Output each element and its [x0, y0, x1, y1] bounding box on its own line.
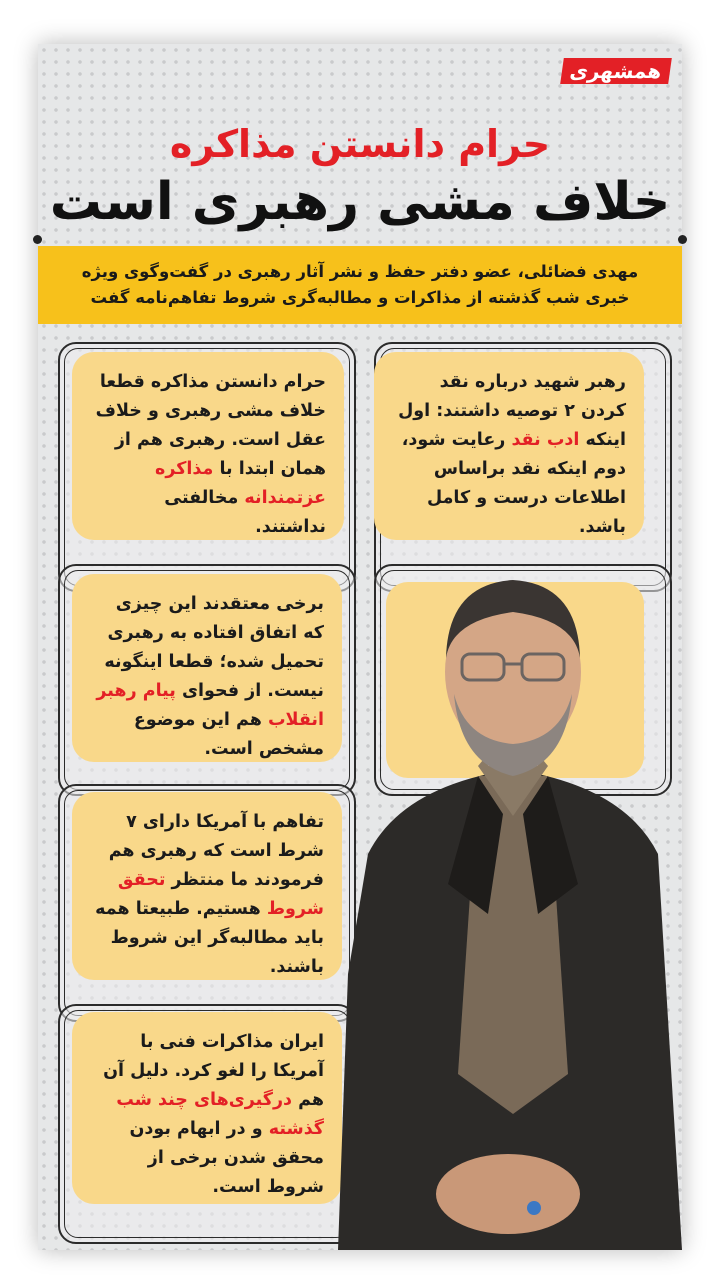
quote-card-criticism [374, 352, 644, 540]
quote-card-talks-cancelled [72, 1012, 342, 1204]
band-dot-right [678, 235, 687, 244]
infographic-page [38, 44, 682, 1250]
lead-line-1: مهدی فضائلی، عضو دفتر حفظ و نشر آثار رهبری در گفت‌وگوی ویژه [81, 262, 639, 281]
quote-text: رهبر شهید درباره نقد کردن ۲ توصیه داشتند: اول اینکه [398, 372, 626, 450]
quote-highlight: تحقق شروط [117, 870, 324, 919]
quote-card-negotiation [72, 352, 344, 540]
lead-line-2: خبری شب گذشته از مذاکرات و مطالبه‌گری شروط تفاهم‌نامه گفت [90, 288, 630, 307]
quote-text: برخی معتقدند این چیزی که اتفاق افتاده به رهبری تحمیل شده؛ قطعا اینگونه نیست. از فحوای [104, 594, 324, 701]
quote-card-conditions [72, 792, 342, 980]
quote-highlight: درگیری‌های چند شب گذشته [116, 1090, 324, 1139]
quote-highlight: ادب نقد [511, 430, 580, 450]
quote-text: هستیم. طبیعتا همه باید مطالبه‌گر این شروط باشند. [95, 899, 324, 977]
quote-highlight: پیام رهبر انقلاب [96, 681, 324, 730]
headline-line-2: خلاف مشی رهبری است [49, 172, 671, 232]
quote-text: و در ابهام بودن محقق شدن برخی از شروط است. [129, 1119, 324, 1197]
quote-highlight: مذاکره عزتمندانه [155, 459, 326, 508]
quote-text: ایران مذاکرات فنی با آمریکا را لغو کرد. دلیل آن هم [103, 1032, 324, 1110]
brand-logo: همشهری [561, 58, 672, 84]
quote-text: تفاهم با آمریکا دارای ۷ شرط است که رهبری هم فرمودند ما منتظر [108, 812, 324, 890]
headline-line-1: حرام دانستن مذاکره [169, 122, 551, 166]
portrait-photo [338, 554, 682, 1250]
lead-band [38, 246, 682, 324]
quote-card-imposed [72, 574, 342, 762]
band-dot-left [33, 235, 42, 244]
quote-text: هم این موضوع مشخص است. [133, 710, 324, 759]
quote-text: حرام دانستن مذاکره قطعا خلاف مشی رهبری و خلاف عقل است. رهبری هم از همان ابتدا با [95, 372, 326, 479]
quote-text: رعایت شود، دوم اینکه نقد براساس اطلاعات درست و کامل باشد. [401, 430, 626, 537]
quote-text: مخالفتی نداشتند. [164, 488, 326, 537]
